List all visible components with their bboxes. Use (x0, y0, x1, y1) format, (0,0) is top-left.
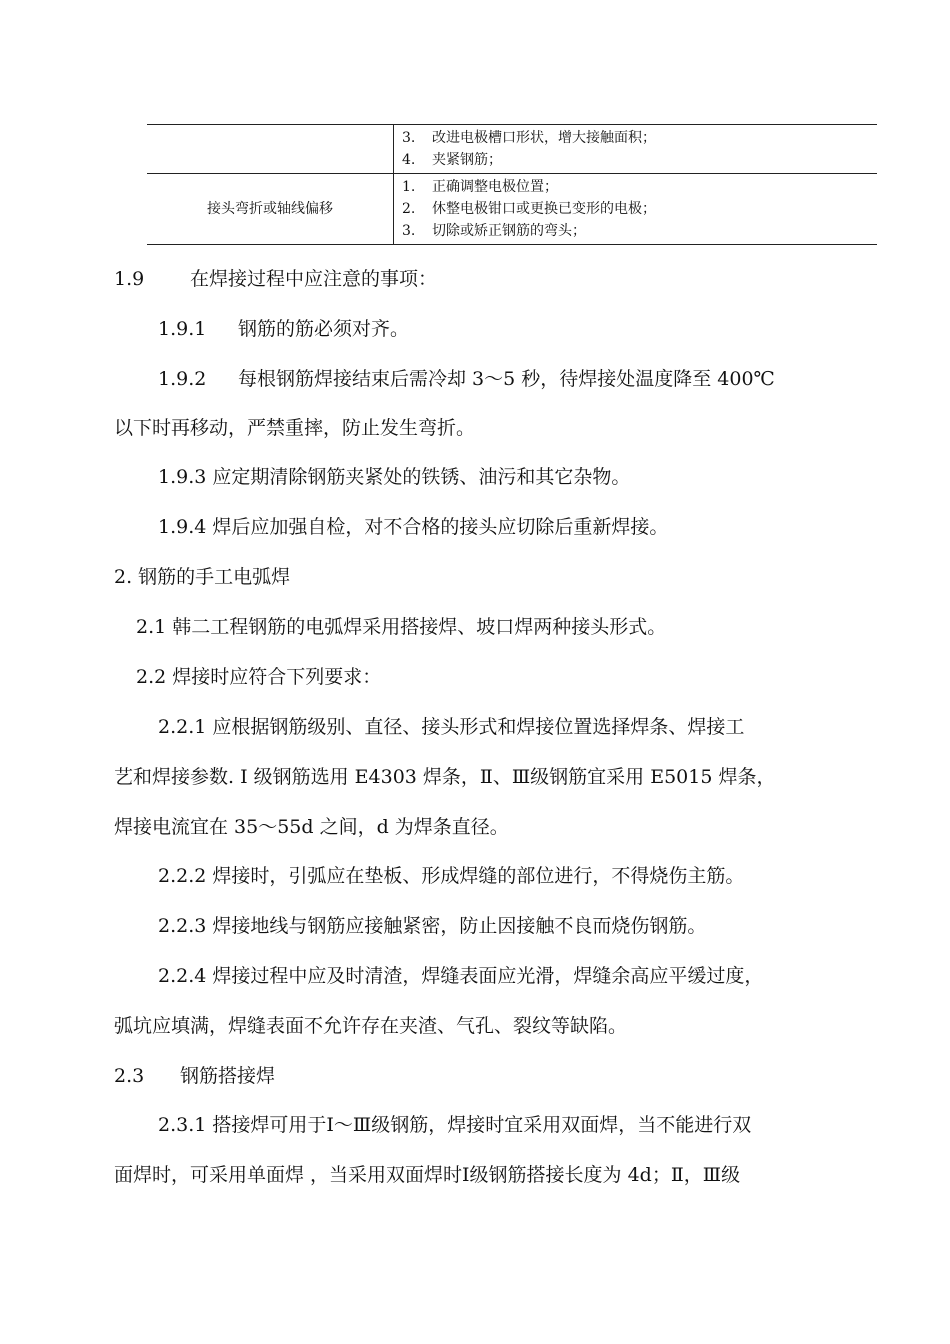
section-heading-1-9: 1.9 在焊接过程中应注意的事项： (114, 268, 438, 290)
section-heading-2: 2. 钢筋的手工电弧焊 (114, 566, 291, 588)
table-cell-defect (147, 125, 394, 174)
table-row (147, 174, 877, 245)
table-row (147, 125, 877, 174)
paragraph-2-2-4-line1: 2.2.4 焊接过程中应及时清渣，焊缝表面应光滑，焊缝余高应平缓过度， (158, 965, 764, 987)
paragraph-2-2-3: 2.2.3 焊接地线与钢筋应接触紧密，防止因接触不良而烧伤钢筋。 (158, 915, 707, 937)
paragraph-1-9-2-line2: 以下时再移动，严禁重摔，防止发生弯折。 (114, 417, 476, 439)
paragraph-1-9-4: 1.9.4 焊后应加强自检，对不合格的接头应切除后重新焊接。 (158, 516, 669, 538)
list-item: 3. 切除或矫正钢筋的弯头； (402, 223, 586, 239)
list-item: 3. 改进电极槽口形状，增大接触面积； (402, 130, 656, 146)
table-cell-remedies (394, 174, 878, 245)
paragraph-1-9-1: 1.9.1 钢筋的筋必须对齐。 (158, 318, 410, 340)
paragraph-2-2-4-line2: 弧坑应填满，焊缝表面不允许存在夹渣、气孔、裂纹等缺陷。 (114, 1015, 628, 1037)
paragraph-1-9-3: 1.9.3 应定期清除钢筋夹紧处的铁锈、油污和其它杂物。 (158, 466, 631, 488)
table-cell-remedies (394, 125, 878, 174)
paragraph-2-3-1-line1: 2.3.1 搭接焊可用于Ⅰ～Ⅲ级钢筋，焊接时宜采用双面焊，当不能进行双 (158, 1114, 752, 1136)
table-cell-defect: 接头弯折或轴线偏移 (147, 174, 394, 245)
list-item: 4. 夹紧钢筋； (402, 152, 502, 168)
paragraph-2-2-1-line2: 艺和焊接参数. Ⅰ 级钢筋选用 E4303 焊条，Ⅱ、Ⅲ级钢筋宜采用 E5015 焊条， (114, 766, 776, 788)
defects-remedy-table (147, 124, 877, 245)
paragraph-2-2-2: 2.2.2 焊接时，引弧应在垫板、形成焊缝的部位进行，不得烧伤主筋。 (158, 865, 745, 887)
paragraph-2-2-1-line3: 焊接电流宜在 35～55d 之间，d 为焊条直径。 (114, 816, 509, 838)
section-heading-2-3: 2.3 钢筋搭接焊 (114, 1065, 276, 1087)
paragraph-2-2: 2.2 焊接时应符合下列要求： (136, 666, 382, 688)
paragraph-2-2-1-line1: 2.2.1 应根据钢筋级别、直径、接头形式和焊接位置选择焊条、焊接工 (158, 716, 745, 738)
paragraph-2-3-1-line2: 面焊时，可采用单面焊 ，当采用双面焊时Ⅰ级钢筋搭接长度为 4d；Ⅱ，Ⅲ级 (114, 1164, 741, 1186)
list-item: 2. 休整电极钳口或更换已变形的电极； (402, 201, 656, 217)
list-item: 1. 正确调整电极位置； (402, 179, 558, 195)
paragraph-2-1: 2.1 韩二工程钢筋的电弧焊采用搭接焊、坡口焊两种接头形式。 (136, 616, 667, 638)
paragraph-1-9-2-line1: 1.9.2 每根钢筋焊接结束后需冷却 3～5 秒，待焊接处温度降至 400℃ (158, 368, 775, 390)
